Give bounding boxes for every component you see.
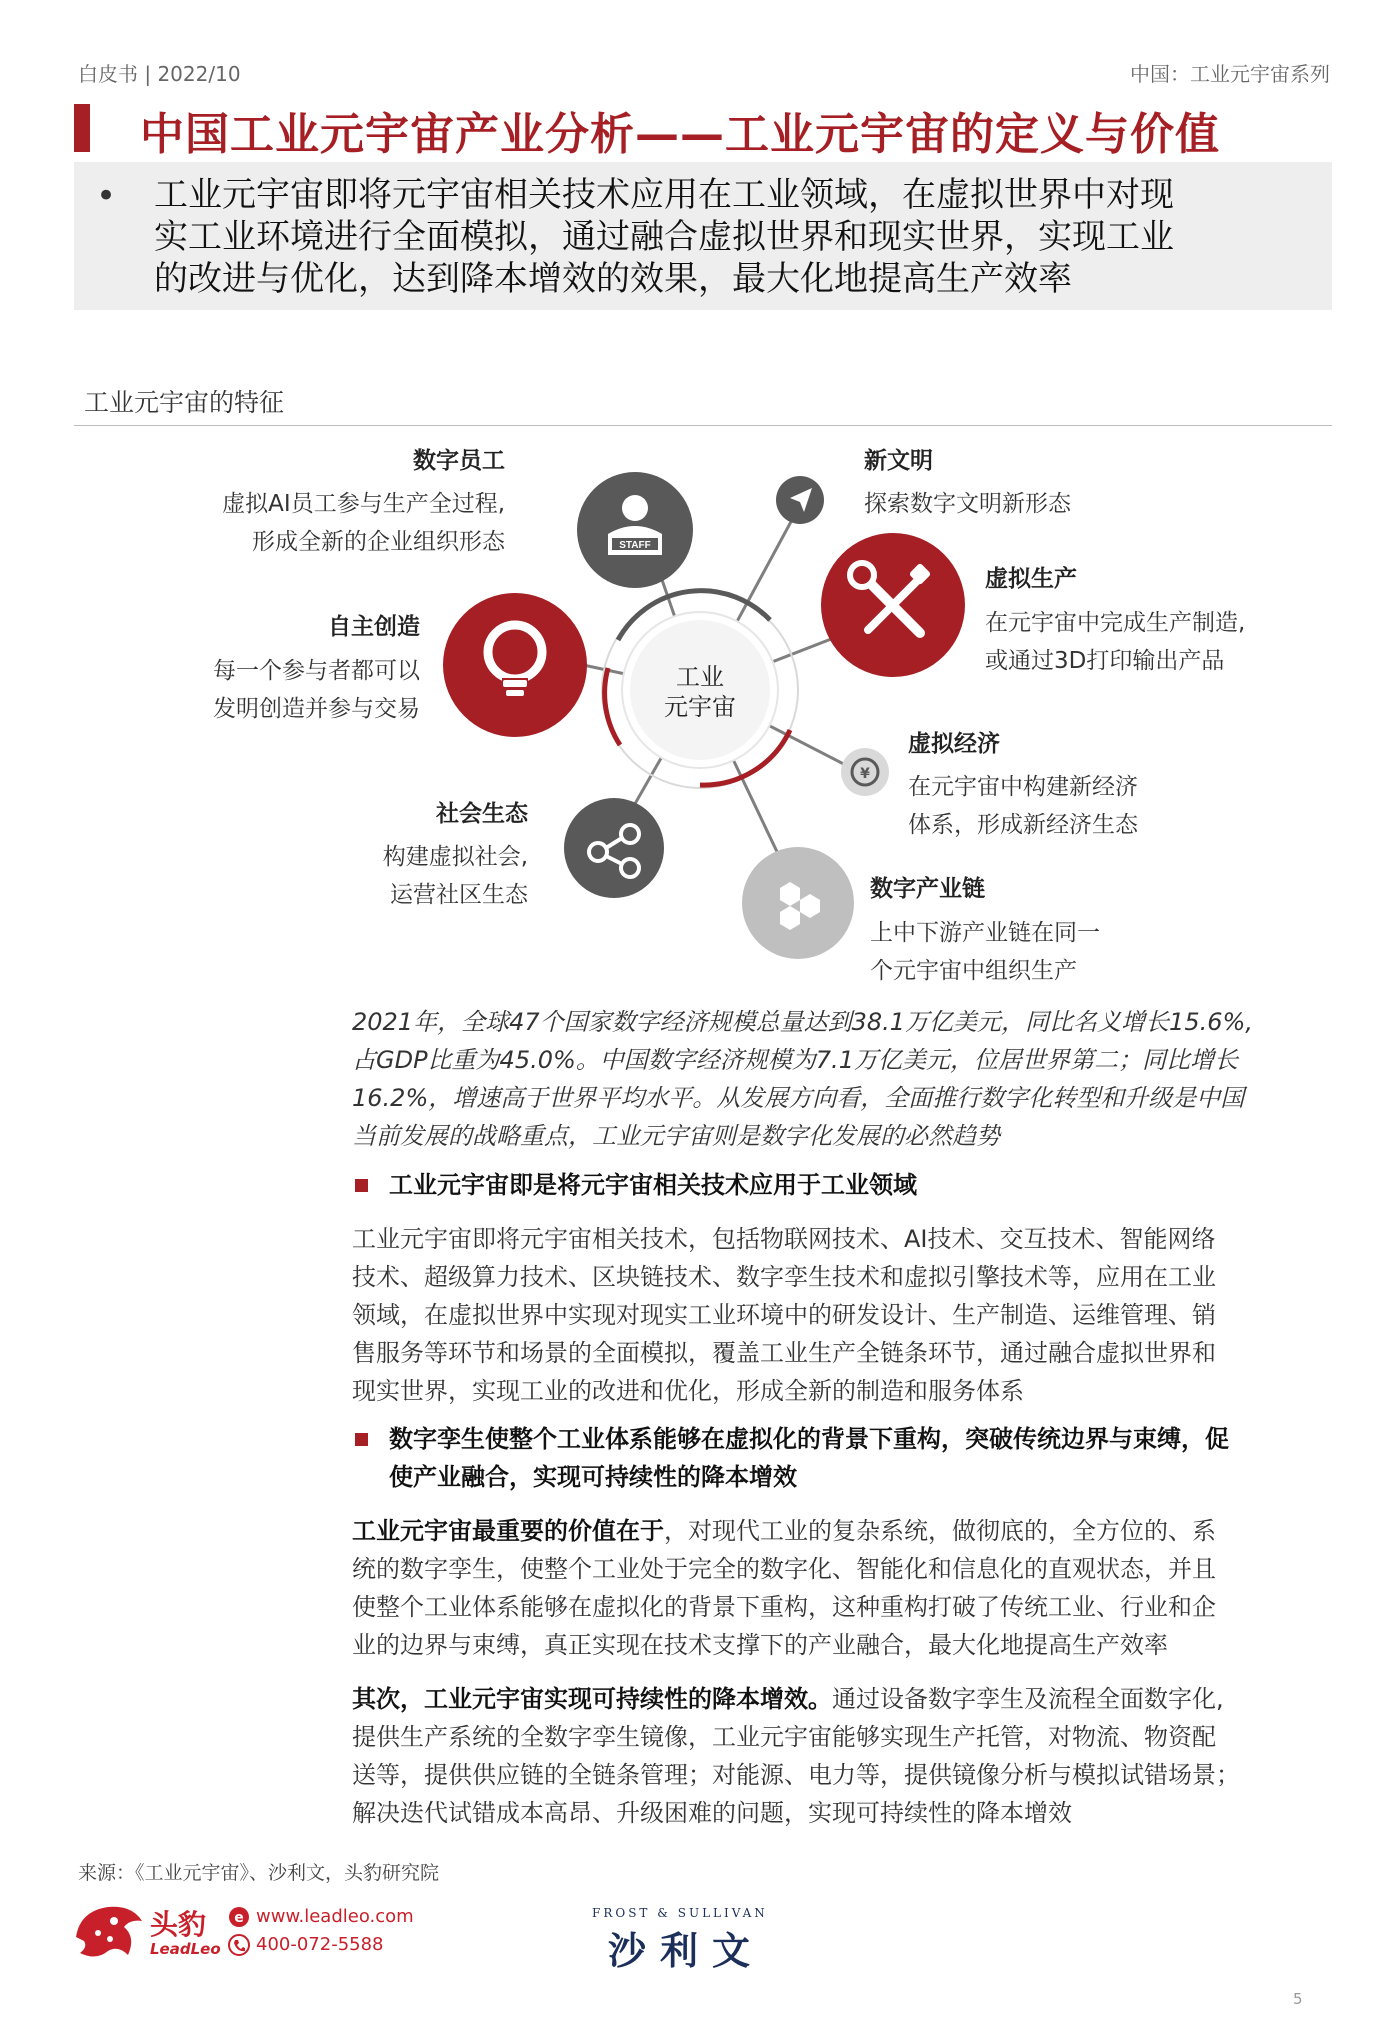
paragraph-line: 当前发展的战略重点，工业元宇宙则是数字化发展的必然趋势 (352, 1122, 1000, 1150)
feature-desc-line: 发明创造并参与交易 (213, 696, 420, 722)
paragraph-line: 占GDP比重为45.0%。中国数字经济规模为7.1万亿美元，位居世界第二；同比增长 (352, 1046, 1238, 1074)
summary-text (154, 174, 1304, 300)
svg-text:e: e (234, 1910, 244, 1926)
feature-desc-line: 探索数字文明新形态 (864, 491, 1071, 517)
feature-desc-digital-staff (222, 485, 505, 561)
center-ring-arc-left (605, 668, 620, 745)
point-1-heading: 工业元宇宙即是将元宇宙相关技术应用于工业领域 (389, 1171, 917, 1199)
feature-desc-virtual-production (985, 604, 1245, 680)
title-accent-bar (74, 104, 90, 152)
paragraph-line: 16.2%，增速高于世界平均水平。从发展方向看，全面推行数字化转型和升级是中国 (352, 1084, 1245, 1112)
feature-title-digital-staff: 数字员工 (413, 448, 505, 474)
navigation-arrow-icon (776, 476, 824, 524)
paragraph-line: 使整个工业体系能够在虚拟化的背景下重构，这种重构打破了传统工业、行业和企 (352, 1593, 1216, 1621)
page-number: 5 (1293, 1990, 1303, 2008)
paragraph-line: 技术、超级算力技术、区块链技术、数字孪生技术和虚拟引擎技术等，应用在工业 (352, 1263, 1216, 1291)
feature-title-virtual-production: 虚拟生产 (985, 566, 1077, 592)
feature-desc-line: 上中下游产业链在同一 (870, 920, 1100, 946)
page-title: 中国工业元宇宙产业分析——工业元宇宙的定义与价值 (140, 109, 1220, 160)
currency-exchange-icon (841, 748, 889, 796)
paragraph-text: ，对现代工业的复杂系统，做彻底的，全方位的、系 (664, 1517, 1216, 1545)
center-label (660, 662, 740, 722)
feature-desc-line: 形成全新的企业组织形态 (252, 529, 505, 555)
feature-title-new-civilization: 新文明 (864, 448, 933, 474)
hexagon-molecule-icon (742, 847, 854, 959)
paragraph-line: 现实世界，实现工业的改进和优化，形成全新的制造和服务体系 (352, 1377, 1024, 1405)
source-note: 来源：《工业元宇宙》、沙利文，头豹研究院 (78, 1862, 440, 1884)
feature-desc-line: 每一个参与者都可以 (213, 658, 420, 684)
summary-box (74, 162, 1332, 310)
svg-text:¥: ¥ (860, 766, 870, 782)
web-icon (228, 1906, 250, 1928)
feature-desc-line: 个元宇宙中组织生产 (870, 958, 1077, 984)
feature-desc-line: 体系，形成新经济生态 (908, 812, 1138, 838)
center-label-line: 元宇宙 (664, 693, 736, 721)
point-1-body (352, 1220, 1332, 1410)
feature-title-virtual-economy: 虚拟经济 (908, 731, 1000, 757)
lightbulb-icon (443, 593, 587, 737)
point-2-paragraph-2 (352, 1680, 1332, 1832)
wrench-screwdriver-icon (821, 533, 965, 677)
feature-desc-autonomous-creation (213, 652, 420, 728)
paragraph-line (352, 1680, 1332, 1718)
summary-bullet: • (96, 176, 117, 216)
heading-line: 使产业融合，实现可持续性的降本增效 (389, 1463, 797, 1491)
leadleo-logo-text: 头豹 (150, 1908, 207, 1941)
feature-desc-line: 构建虚拟社会, (382, 844, 528, 870)
paragraph-text: 通过设备数字孪生及流程全面数字化, (832, 1685, 1224, 1713)
summary-line: 的改进与优化，达到降本增效的效果，最大化地提高生产效率 (154, 259, 1072, 299)
feature-desc-line: 或通过3D打印输出产品 (985, 648, 1225, 674)
economy-stats-paragraph (352, 1003, 1332, 1155)
section-divider (74, 425, 1332, 426)
bold-lead: 其次，工业元宇宙实现可持续性的降本增效。 (352, 1685, 832, 1713)
phone-icon (228, 1934, 250, 1956)
feature-desc-new-civilization (864, 485, 1071, 523)
paragraph-line: 提供生产系统的全数字孪生镜像，工业元宇宙能够实现生产托管，对物流、物资配 (352, 1723, 1216, 1751)
leadleo-logo-subtext: LeadLeo (150, 1940, 221, 1958)
frost-sullivan-wordmark: FROST & SULLIVAN (592, 1906, 768, 1920)
leopard-logo-icon (70, 1897, 148, 1965)
feature-desc-virtual-economy (908, 768, 1138, 844)
paragraph-line (352, 1512, 1332, 1550)
website-link[interactable]: www.leadleo.com (256, 1906, 414, 1927)
heading-line: 数字孪生使整个工业体系能够在虚拟化的背景下重构，突破传统边界与束缚，促 (389, 1425, 1229, 1453)
section-label: 工业元宇宙的特征 (84, 388, 285, 417)
paragraph-line: 送等，提供供应链的全链条管理；对能源、电力等，提供镜像分析与模拟试错场景； (352, 1761, 1240, 1789)
summary-line: 工业元宇宙即将元宇宙相关技术应用在工业领域，在虚拟世界中对现 (154, 175, 1174, 215)
paragraph-line: 领域，在虚拟世界中实现对现实工业环境中的研发设计、生产制造、运维管理、销 (352, 1301, 1216, 1329)
center-label-line: 工业 (676, 663, 724, 691)
header-publication-date: 白皮书 | 2022/10 (78, 62, 241, 86)
feature-title-digital-industry-chain: 数字产业链 (870, 876, 985, 902)
feature-desc-line: 在元宇宙中完成生产制造, (985, 610, 1246, 636)
feature-title-social-ecology: 社会生态 (436, 801, 528, 827)
bullet-square-icon (355, 1433, 368, 1446)
header-series-name: 中国：工业元宇宙系列 (1130, 62, 1330, 86)
frost-sullivan-chinese-logo: 沙利文 (608, 1929, 765, 1973)
feature-desc-social-ecology (383, 838, 528, 914)
feature-desc-digital-industry-chain (870, 914, 1100, 990)
feature-title-autonomous-creation: 自主创造 (328, 614, 420, 640)
feature-desc-line: 运营社区生态 (390, 882, 528, 908)
bold-lead: 工业元宇宙最重要的价值在于 (352, 1517, 664, 1545)
staff-icon (577, 472, 693, 588)
feature-desc-line: 在元宇宙中构建新经济 (908, 774, 1138, 800)
paragraph-line: 2021年，全球47个国家数字经济规模总量达到38.1万亿美元，同比名义增长15.6%, (352, 1008, 1253, 1036)
paragraph-line: 售服务等环节和场景的全面模拟，覆盖工业生产全链条环节，通过融合虚拟世界和 (352, 1339, 1216, 1367)
bullet-square-icon (355, 1179, 368, 1192)
paragraph-line: 业的边界与束缚，真正实现在技术支撑下的产业融合，最大化地提高生产效率 (352, 1631, 1168, 1659)
share-network-icon (564, 798, 664, 898)
paragraph-line: 工业元宇宙即将元宇宙相关技术，包括物联网技术、AI技术、交互技术、智能网络 (352, 1225, 1216, 1253)
svg-text:STAFF: STAFF (619, 540, 651, 551)
feature-desc-line: 虚拟AI员工参与生产全过程, (222, 491, 505, 517)
phone-number: 400-072-5588 (256, 1934, 384, 1955)
point-2-paragraph-1 (352, 1512, 1332, 1664)
point-2-heading (389, 1420, 1334, 1496)
summary-line: 实工业环境进行全面模拟，通过融合虚拟世界和现实世界，实现工业 (154, 217, 1174, 257)
paragraph-line: 解决迭代试错成本高昂、升级困难的问题，实现可持续性的降本增效 (352, 1799, 1072, 1827)
paragraph-line: 统的数字孪生，使整个工业处于完全的数字化、智能化和信息化的直观状态，并且 (352, 1555, 1216, 1583)
